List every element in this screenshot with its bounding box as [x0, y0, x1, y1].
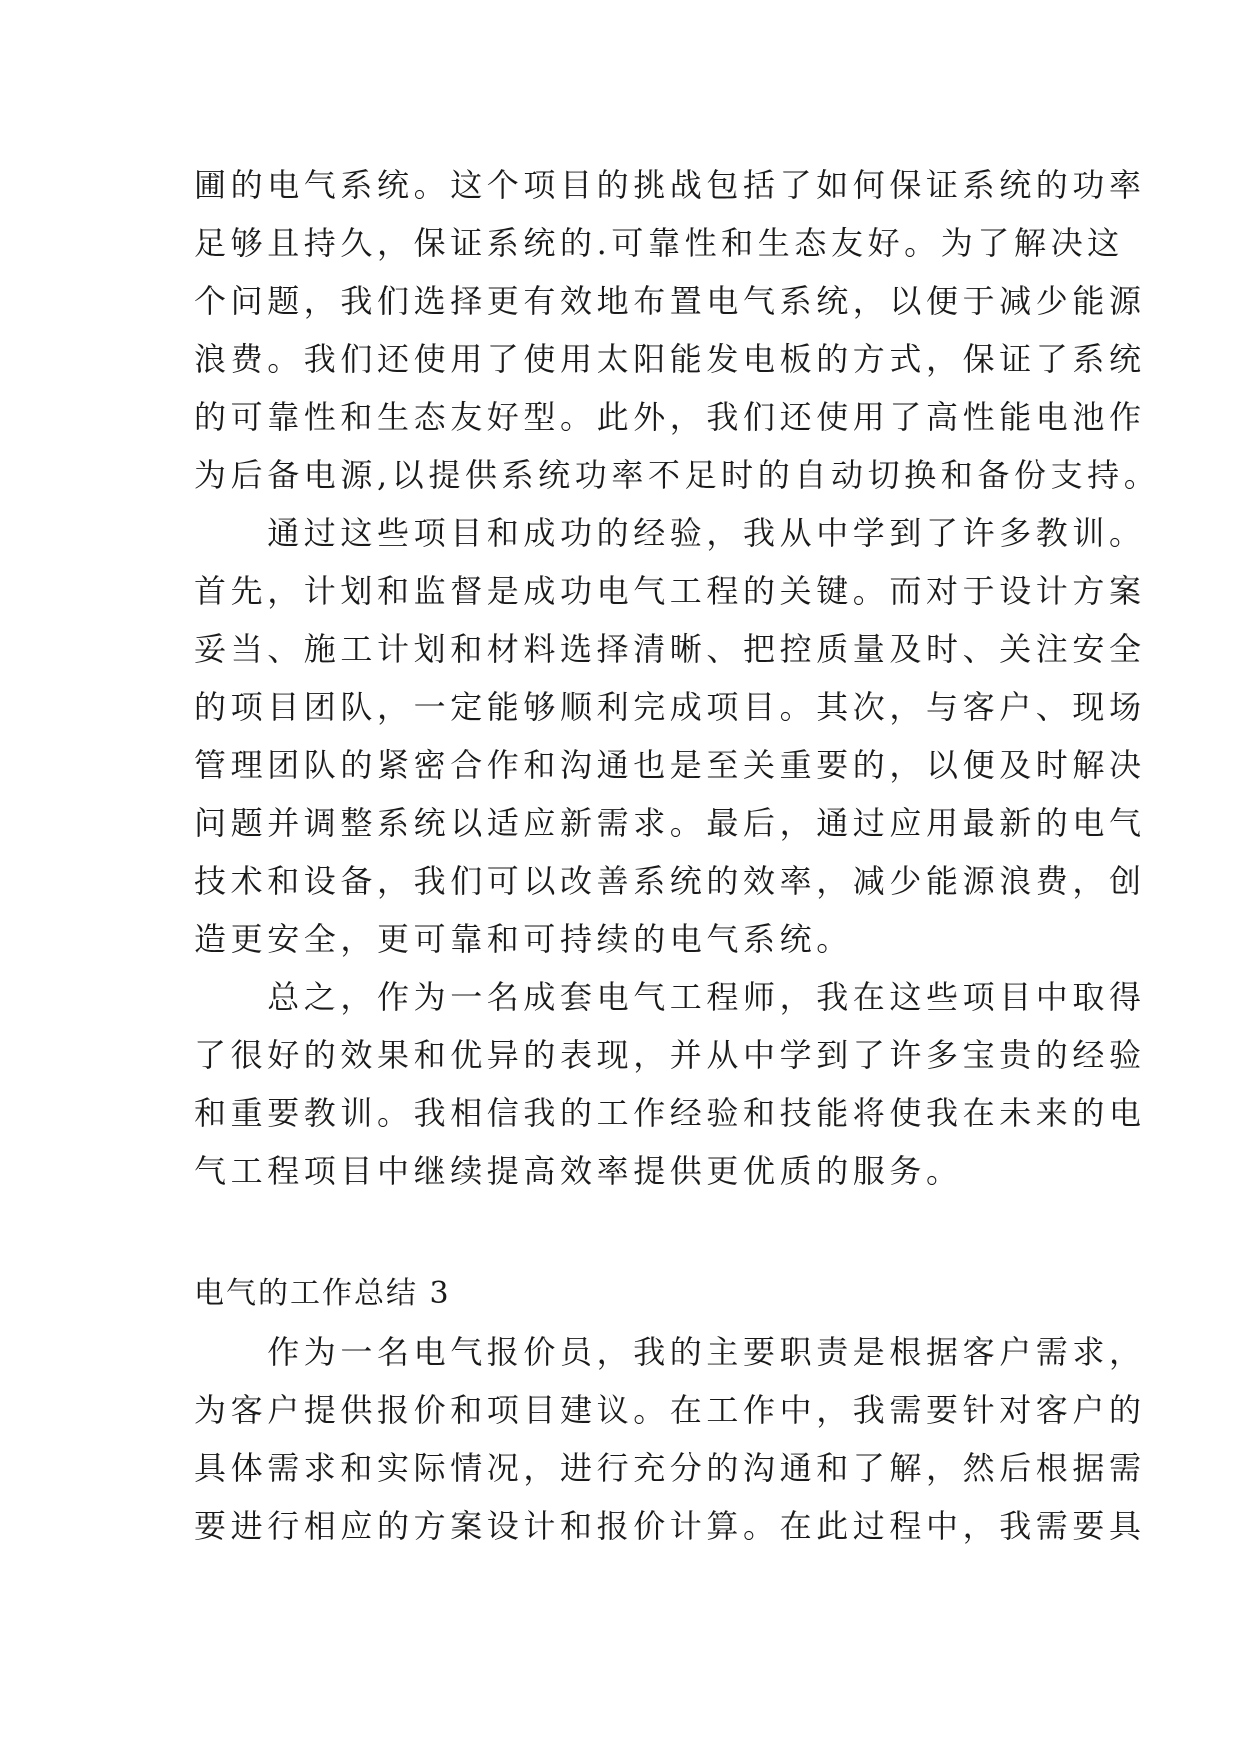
- paragraph-1-line-5: 的可靠性和生态友好型。此外，我们还使用了高性能电池作: [194, 398, 1146, 436]
- paragraph-2-line-8: 造更安全，更可靠和可持续的电气系统。: [194, 920, 853, 958]
- paragraph-1-line-4: 浪费。我们还使用了使用太阳能发电板的方式，保证了系统: [194, 340, 1146, 378]
- section-paragraph-line-3: 具体需求和实际情况，进行充分的沟通和了解，然后根据需: [194, 1449, 1146, 1487]
- paragraph-3-line-2: 了很好的效果和优异的表现，并从中学到了许多宝贵的经验: [194, 1036, 1146, 1074]
- paragraph-1-line-1: 圃的电气系统。这个项目的挑战包括了如何保证系统的功率: [194, 166, 1146, 204]
- paragraph-1-line-6: 为后备电源,以提供系统功率不足时的自动切换和备份支持。: [194, 456, 1161, 494]
- section-paragraph-line-4: 要进行相应的方案设计和报价计算。在此过程中，我需要具: [194, 1507, 1146, 1545]
- section-paragraph-line-2: 为客户提供报价和项目建议。在工作中，我需要针对客户的: [194, 1391, 1146, 1429]
- paragraph-2-line-1: 通过这些项目和成功的经验，我从中学到了许多教训。: [194, 514, 1146, 552]
- paragraph-1-line-2: 足够且持久，保证系统的.可靠性和生态友好。为了解决这: [194, 224, 1124, 262]
- paragraph-2-line-5: 管理团队的紧密合作和沟通也是至关重要的，以便及时解决: [194, 746, 1146, 784]
- paragraph-2-line-7: 技术和设备，我们可以改善系统的效率，减少能源浪费，创: [194, 862, 1146, 900]
- paragraph-3-line-3: 和重要教训。我相信我的工作经验和技能将使我在未来的电: [194, 1094, 1146, 1132]
- paragraph-2-line-4: 的项目团队，一定能够顺利完成项目。其次，与客户、现场: [194, 688, 1146, 726]
- paragraph-3-line-1: 总之，作为一名成套电气工程师，我在这些项目中取得: [194, 978, 1146, 1016]
- paragraph-2-line-2: 首先，计划和监督是成功电气工程的关键。而对于设计方案: [194, 572, 1146, 610]
- paragraph-2-line-3: 妥当、施工计划和材料选择清晰、把控质量及时、关注安全: [194, 630, 1146, 668]
- paragraph-1-line-3: 个问题，我们选择更有效地布置电气系统，以便于减少能源: [194, 282, 1146, 320]
- section-heading: 电气的工作总结 3: [194, 1276, 451, 1311]
- paragraph-3-line-4: 气工程项目中继续提高效率提供更优质的服务。: [194, 1152, 963, 1190]
- paragraph-2-line-6: 问题并调整系统以适应新需求。最后，通过应用最新的电气: [194, 804, 1146, 842]
- section-paragraph-line-1: 作为一名电气报价员，我的主要职责是根据客户需求，: [194, 1333, 1146, 1371]
